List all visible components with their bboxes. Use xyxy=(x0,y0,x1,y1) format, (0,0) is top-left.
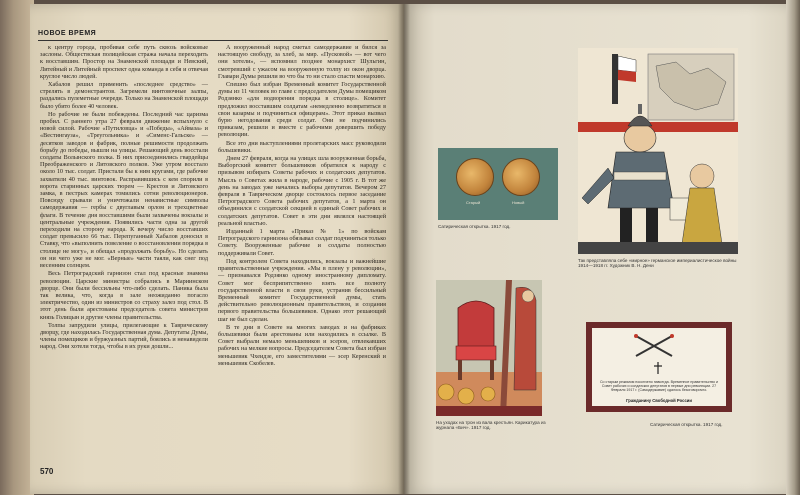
throne-caption: На уходах на трон из вала крестьян. Карикатура из журнала «Бич». 1917 год. xyxy=(436,420,546,431)
paragraph: к центру города, пробивая себе путь сквозь войсковые заслоны. Обществская полицейская стража начала переходить к восставшим. Простор на Знаменской площади и Невский, Литейный и Литейный проспект одна команда в себя и отвечая круглое число людей. xyxy=(40,44,208,80)
paragraph: Весь Петроградский гарнизон стал под красные знамена революции. Царские министры собрались в Мариинском дворце. Они были бессильны что-либо сделать. Паника была так велика, что, когда в зале неожиданно погасло электричество, один из министров со страху залез под стол. В этот день были арестованы председатель совета министров князь Голицын и другие члены правительства. xyxy=(40,270,208,321)
page-stack-left xyxy=(0,0,34,495)
kaiser-caricature-drawing xyxy=(578,48,738,254)
page-number: 570 xyxy=(40,467,54,476)
page-stack-right xyxy=(786,0,800,495)
header-rule xyxy=(38,40,388,41)
paragraph: Все это дни выступлениями пролетарских масс руководили большевики. xyxy=(218,139,386,154)
postcard-caption: Сатирическая открытка. 1917 год. xyxy=(650,422,723,427)
throne-caricature-drawing xyxy=(436,280,542,416)
paragraph: Днем 27 февраля, когда на улицах шла вооруженная борьба, Выборгский комитет большевиков обратился к народу с призывом избирать Советы рабочих и солдатских депутатов. Мысль о Советах жила в народе, рабочие с 1905 г. В тот же день на заводах уже начались выборы депутатов. Вечером 27 февраля в Таврическом дворце состоялось первое заседание Петроградского Совета рабочих депутатов, а 1 марта он объединился с солдатской секцией в единый Совет рабочих и солдатских депутатов. Совет в эти дни являлся настоящей реальной властью. xyxy=(218,155,386,227)
throne-caricature-illustration xyxy=(436,280,542,416)
postcard-title: Гражданину Свободной России xyxy=(626,398,692,403)
coin-left-label: Старый xyxy=(466,200,481,205)
paragraph: Под контролем Совета находились, вокзалы и важнейшие правительственные учреждения. «Мы в плену у революции», — признавался Родзянко одному иностранному дипломату. Совет мог бесприпятственно взять все полноту государственной власти в свои руки, устранив бессильный Временный комитет Государственной думы, стать действительно революционным правительством, и создания первого правительства большевиков. Однако этот решающий шаг не был сделан. xyxy=(218,257,386,323)
paragraph: А вооруженный народ сметал самодержавие и бился за настоящую свободу, за хлеб, за мир. «Пусковой» — вот чего они хотели», — вспомнил позднее монархист Шульгин, смотревший с ужасом на вооруженную толпу из окон дворца. Главари Думы решили во что бы то ни стало спасти монархию. xyxy=(218,44,386,80)
paragraph: Спешно был избран Временный комитет Государственной думы из 11 человек во главе с председателем Думы помещиком Родзянко «для водворения порядка в столице». Комитет предложил восставшим солдатам «немедленно возвратиться в свои казармы и подчиниться офицерам». Этот приказ вызвал бурю негодования среди солдат. Они не подчинились приказам, решили и вместе с рабочими довершить победу революции. xyxy=(218,81,386,139)
coin-right-image xyxy=(502,158,540,196)
book-spine-shadow xyxy=(398,4,410,494)
postcard-illustration xyxy=(586,322,732,412)
paragraph: Хабалов решил применить «последнее средство» — стрелять в демонстрантов. Загремели винтовочные залпы, раздались пулеметные очереди. Только на Знаменской площади было убито более 40 человек. xyxy=(40,81,208,110)
coin-right-label: Новый xyxy=(512,200,525,205)
postcard-text: Со старым режимом покончено навсегда. Временное правительство и Совет рабочих и солдатских депутатов в первые дни революции. 27 Февраля 1917 г. (Самодержавие) сдалось безоговорочно. xyxy=(599,380,719,393)
paragraph: Толпы запрудили улицы, прилегающие к Таврическому дворцу, где находилась Государственная дума. Депутаты Думы, члены помещиков и буржуазных партий, боялись и ненавидели народ. Они хотели тогда, чтобы в их руки дошли... xyxy=(40,321,208,351)
text-column-1 xyxy=(40,44,208,460)
paragraph: Но рабочие не были побеждены. Последний час царизма пробил. С раннего утра 27 февраля движение вспыхнуло с новой силой. Рабочие «Путиловца» и «Победы», «Айваза» и «Вестингауза», «Треугольника» и «Сименс-Гальске» — десятков заводов и фабрик, полные решимости продолжать борьбу до победы, вышли на улицы. Решающий день восстали солдаты Волынского полка. В них присоединились гвардейцы Преображенского и Литовского полков. Уже утром восстало около 10 тыс. солдат. Пристали бы к ним кругами, где рабочие захватили 40 тыс. винтовок. Расправившись с кем спорили в ворота старинных царских тюрем — Крестов и Литовского замка, в пестрых камерах томились сотни революционеров. Повсюду срывали и уничтожали ненавистные символы самодержавия — гербы с двуглавым орлом и трехцветные флаги. В течение дня восставшими были захвачены вокзалы и центральные учреждения. Появились части одна за другой переходили на сторону народа. К вечеру число восставших солдат превысило 66 тыс. Перепуганный Хабалов доносил в Ставку, что «выполнить повеление о восстановлении порядка в столице не могу», и обещал «продолжать борьбу». Но сделать он ни чего уже не мог. «Верные» части таяли, как снег под весенним солнцем. xyxy=(40,110,208,270)
coins-illustration xyxy=(438,148,558,220)
coin-left-image xyxy=(456,158,494,196)
paragraph: Изданный 1 марта «Приказ № 1» по войскам Петроградского гарнизона обязывал солдат подчиняться только Совету. Вооруженные рабочие и солдаты полностью поддерживали Совет. xyxy=(218,228,386,257)
postcard-inner xyxy=(592,328,726,406)
coins-caption: Сатирическая открытка. 1917 год. xyxy=(438,224,511,229)
kaiser-caricature-illustration xyxy=(578,48,738,254)
crossed-pens-emblem xyxy=(592,328,726,378)
text-column-2 xyxy=(218,44,386,466)
running-head: НОВОЕ ВРЕМЯ xyxy=(38,30,97,37)
kaiser-caption: Так представляла себе «мирное» германское империалистическое войны 1914—1918 гг. Художник В. Н. Дени xyxy=(578,258,737,269)
paragraph: В те дни в Совете на многих заводах и на фабриках большевики были арестованы или находились в ссылке. В Совет выбрали немало меньшевиков и эсеров, отвлекавших рабочих на мелкие вопросы. Председателем Совета был избран меньшевик Чхеидзе, его заместителями — эсер Керенский и меньшевик Скобелев. xyxy=(218,323,386,367)
